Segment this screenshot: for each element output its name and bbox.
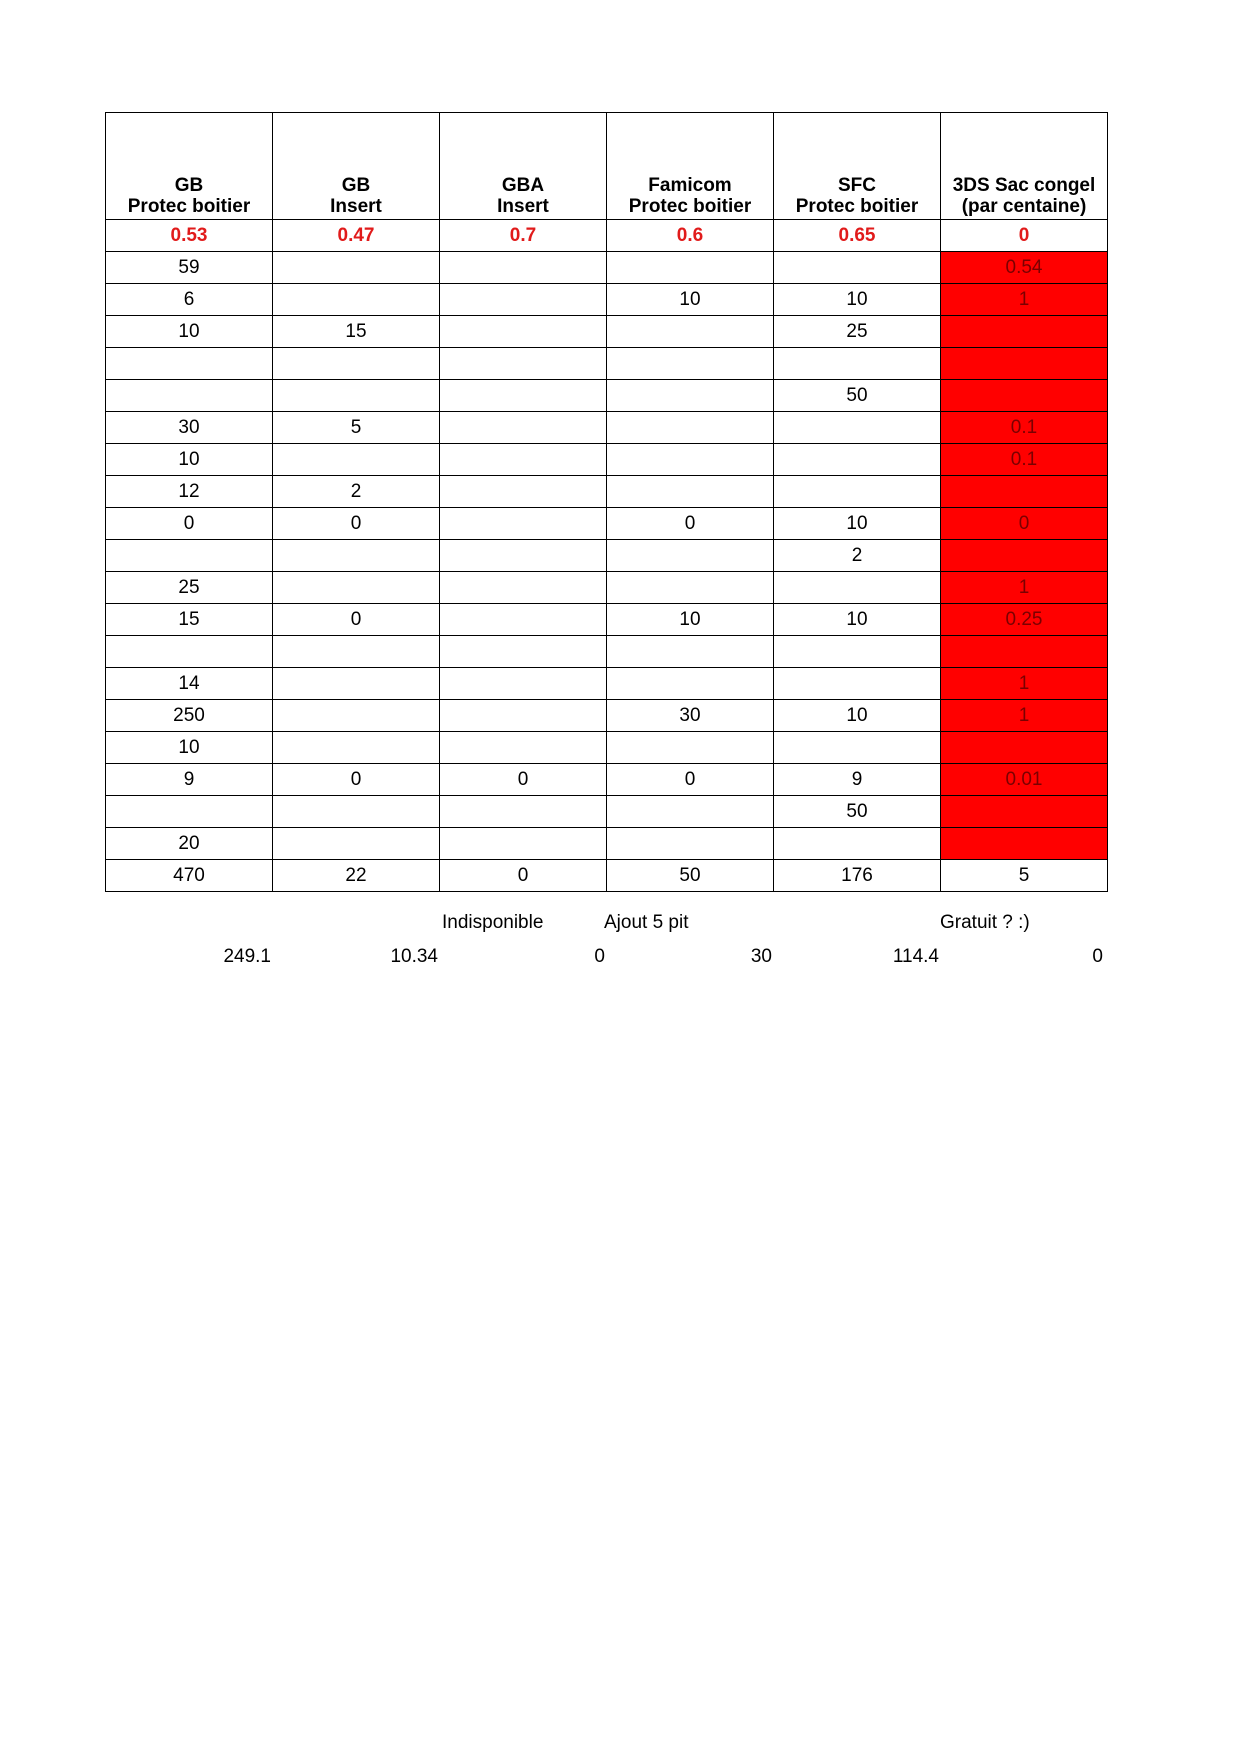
table-cell[interactable]	[273, 252, 440, 284]
table-cell[interactable]	[774, 476, 941, 508]
table-row	[106, 284, 1108, 316]
table-cell[interactable]: 10	[774, 604, 941, 636]
header-line2: Protec boitier	[628, 196, 752, 217]
table-cell[interactable]	[607, 444, 774, 476]
table-row	[106, 476, 1108, 508]
price-cell[interactable]: 0.47	[273, 220, 440, 252]
table-cell[interactable]	[440, 316, 607, 348]
table-cell[interactable]	[774, 636, 941, 668]
table-cell[interactable]: 12	[106, 476, 273, 508]
table-cell[interactable]	[440, 348, 607, 380]
table-cell[interactable]	[440, 508, 607, 540]
column-header[interactable]	[941, 113, 1108, 220]
table-row	[106, 412, 1108, 444]
table-cell[interactable]	[273, 348, 440, 380]
table-cell[interactable]	[774, 412, 941, 444]
table-cell[interactable]	[607, 828, 774, 860]
table-cell[interactable]: 0.01	[941, 764, 1108, 796]
table-cell[interactable]: 2	[774, 540, 941, 572]
table-row	[106, 444, 1108, 476]
table-cell[interactable]	[440, 828, 607, 860]
table-cell[interactable]: 6	[106, 284, 273, 316]
header-line2: Insert	[330, 196, 382, 217]
note-gba: Indisponible	[442, 912, 544, 933]
table-cell[interactable]	[273, 828, 440, 860]
table-cell[interactable]: 10	[774, 700, 941, 732]
table-cell[interactable]: 0	[106, 508, 273, 540]
total-cell: 0	[594, 946, 605, 967]
column-header[interactable]	[106, 113, 273, 220]
table-row	[106, 508, 1108, 540]
table-cell[interactable]	[941, 476, 1108, 508]
table-cell[interactable]: 10	[106, 444, 273, 476]
total-cell: 10.34	[390, 946, 438, 967]
table-cell[interactable]	[273, 732, 440, 764]
table-cell[interactable]	[607, 572, 774, 604]
note-sac: Gratuit ? :)	[940, 912, 1030, 933]
table-cell[interactable]	[440, 796, 607, 828]
table-cell[interactable]: 1	[941, 668, 1108, 700]
total-cell: 249.1	[223, 946, 271, 967]
table-cell[interactable]	[440, 412, 607, 444]
header-line2: (par centaine)	[961, 196, 1087, 217]
column-header[interactable]	[273, 113, 440, 220]
table-cell[interactable]: 15	[273, 316, 440, 348]
table-cell[interactable]	[440, 380, 607, 412]
header-line2: Protec boitier	[795, 196, 919, 217]
table-cell[interactable]	[774, 348, 941, 380]
table-cell[interactable]	[273, 540, 440, 572]
header-line1: 3DS Sac congel	[952, 175, 1096, 196]
table-cell[interactable]: 10	[774, 284, 941, 316]
table-row	[106, 828, 1108, 860]
table-cell[interactable]: 9	[774, 764, 941, 796]
column-header[interactable]	[440, 113, 607, 220]
table-cell[interactable]: 25	[106, 572, 273, 604]
table-cell[interactable]	[774, 732, 941, 764]
table-cell[interactable]: 0.1	[941, 412, 1108, 444]
notes-row	[105, 906, 1107, 938]
table-cell[interactable]: 30	[106, 412, 273, 444]
table-cell[interactable]	[607, 732, 774, 764]
table-cell[interactable]	[607, 796, 774, 828]
table-cell[interactable]	[273, 796, 440, 828]
sum-cell[interactable]: 5	[941, 860, 1108, 892]
sum-row	[106, 860, 1108, 892]
table-cell[interactable]	[273, 444, 440, 476]
table-cell[interactable]: 25	[774, 316, 941, 348]
header-line1: GBA	[501, 175, 545, 196]
table-cell[interactable]	[440, 252, 607, 284]
column-header[interactable]	[607, 113, 774, 220]
header-line1: GB	[174, 175, 204, 196]
table-cell[interactable]	[273, 380, 440, 412]
price-cell[interactable]: 0	[941, 220, 1108, 252]
table-cell[interactable]	[106, 380, 273, 412]
table-cell[interactable]	[607, 540, 774, 572]
table-cell[interactable]	[106, 636, 273, 668]
table-cell[interactable]	[273, 668, 440, 700]
table-cell[interactable]	[440, 572, 607, 604]
header-line1: Famicom	[648, 175, 732, 196]
table-row	[106, 764, 1108, 796]
table-cell[interactable]: 20	[106, 828, 273, 860]
column-header[interactable]	[774, 113, 941, 220]
table-cell[interactable]	[440, 668, 607, 700]
table-cell[interactable]	[440, 444, 607, 476]
table-cell[interactable]: 30	[607, 700, 774, 732]
table-cell[interactable]	[440, 604, 607, 636]
table-cell[interactable]: 14	[106, 668, 273, 700]
table-cell[interactable]: 2	[273, 476, 440, 508]
header-line1: SFC	[838, 175, 876, 196]
table-cell[interactable]	[607, 412, 774, 444]
sum-cell[interactable]: 176	[774, 860, 941, 892]
table-cell[interactable]	[774, 828, 941, 860]
table-cell[interactable]	[440, 636, 607, 668]
price-cell[interactable]: 0.53	[106, 220, 273, 252]
table-cell[interactable]	[106, 540, 273, 572]
table-row	[106, 604, 1108, 636]
table-cell[interactable]: 0	[440, 764, 607, 796]
totals-row	[105, 940, 1107, 972]
table-cell[interactable]: 59	[106, 252, 273, 284]
table-cell[interactable]	[607, 380, 774, 412]
table-cell[interactable]	[106, 348, 273, 380]
table-cell[interactable]: 1	[941, 700, 1108, 732]
table-cell[interactable]: 250	[106, 700, 273, 732]
table-row	[106, 796, 1108, 828]
table-row	[106, 348, 1108, 380]
table-cell[interactable]	[273, 700, 440, 732]
inventory-table	[105, 112, 1108, 892]
sum-cell[interactable]: 470	[106, 860, 273, 892]
table-cell[interactable]	[774, 444, 941, 476]
table-row	[106, 252, 1108, 284]
table-cell[interactable]	[941, 316, 1108, 348]
table-cell[interactable]: 0	[273, 508, 440, 540]
table-cell[interactable]: 10	[607, 284, 774, 316]
table-cell[interactable]	[440, 476, 607, 508]
table-cell[interactable]	[607, 348, 774, 380]
table-cell[interactable]: 0.1	[941, 444, 1108, 476]
table-cell[interactable]: 0	[941, 508, 1108, 540]
price-cell[interactable]: 0.65	[774, 220, 941, 252]
table-cell[interactable]	[607, 316, 774, 348]
table-cell[interactable]	[941, 796, 1108, 828]
table-cell[interactable]	[440, 700, 607, 732]
price-cell[interactable]: 0.7	[440, 220, 607, 252]
table-cell[interactable]	[440, 284, 607, 316]
table-cell[interactable]	[774, 252, 941, 284]
table-row	[106, 668, 1108, 700]
table-cell[interactable]: 0.54	[941, 252, 1108, 284]
table-cell[interactable]: 0	[607, 764, 774, 796]
header-line2: Protec boitier	[127, 196, 251, 217]
total-cell: 0	[1092, 946, 1103, 967]
table-row	[106, 380, 1108, 412]
price-row	[106, 220, 1108, 252]
table-cell[interactable]	[273, 572, 440, 604]
note-famicom: Ajout 5 pit	[604, 912, 689, 933]
table-cell[interactable]: 9	[106, 764, 273, 796]
table-cell[interactable]: 10	[607, 604, 774, 636]
table-cell[interactable]	[607, 636, 774, 668]
table-cell[interactable]: 0	[607, 508, 774, 540]
table-cell[interactable]	[941, 540, 1108, 572]
table-cell[interactable]: 0.25	[941, 604, 1108, 636]
table-row	[106, 540, 1108, 572]
price-cell[interactable]: 0.6	[607, 220, 774, 252]
table-cell[interactable]: 10	[774, 508, 941, 540]
total-cell: 114.4	[892, 946, 939, 967]
table-cell[interactable]: 5	[273, 412, 440, 444]
table-cell[interactable]	[941, 380, 1108, 412]
table-cell[interactable]: 1	[941, 284, 1108, 316]
table-cell[interactable]	[273, 284, 440, 316]
table-cell[interactable]	[774, 668, 941, 700]
table-cell[interactable]	[607, 668, 774, 700]
table-cell[interactable]: 0	[273, 764, 440, 796]
table-cell[interactable]	[774, 572, 941, 604]
sum-cell[interactable]: 0	[440, 860, 607, 892]
table-cell[interactable]	[440, 732, 607, 764]
sum-cell[interactable]: 22	[273, 860, 440, 892]
table-row	[106, 732, 1108, 764]
table-cell[interactable]: 10	[106, 732, 273, 764]
table-cell[interactable]	[941, 636, 1108, 668]
table-cell[interactable]: 0	[273, 604, 440, 636]
sum-cell[interactable]: 50	[607, 860, 774, 892]
header-line2: Insert	[497, 196, 549, 217]
table-row	[106, 572, 1108, 604]
table-cell[interactable]: 50	[774, 380, 941, 412]
table-cell[interactable]	[607, 476, 774, 508]
table-cell[interactable]	[607, 252, 774, 284]
table-cell[interactable]	[941, 732, 1108, 764]
table-cell[interactable]: 10	[106, 316, 273, 348]
table-cell[interactable]	[941, 828, 1108, 860]
table-cell[interactable]	[106, 796, 273, 828]
table-cell[interactable]: 1	[941, 572, 1108, 604]
table-cell[interactable]	[273, 636, 440, 668]
table-cell[interactable]	[941, 348, 1108, 380]
table-row	[106, 316, 1108, 348]
header-line1: GB	[341, 175, 371, 196]
table-row	[106, 636, 1108, 668]
table-cell[interactable]	[440, 540, 607, 572]
table-row	[106, 700, 1108, 732]
total-cell: 30	[750, 946, 772, 967]
table-cell[interactable]: 15	[106, 604, 273, 636]
header-row	[106, 113, 1108, 220]
table-cell[interactable]: 50	[774, 796, 941, 828]
